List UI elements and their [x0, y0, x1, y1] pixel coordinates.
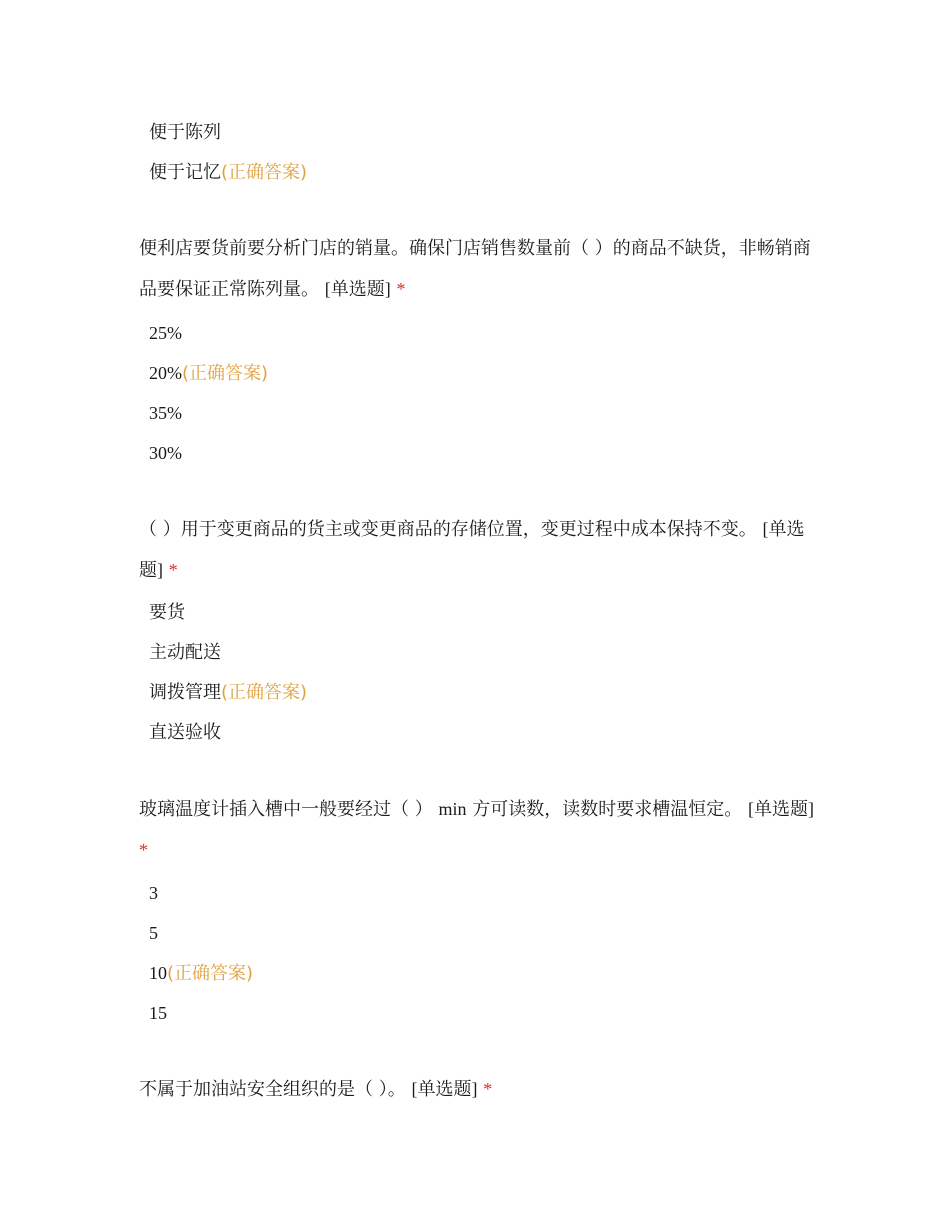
question-body: 玻璃温度计插入槽中一般要经过（ ）	[139, 799, 433, 820]
option-item	[149, 881, 158, 905]
option-item	[149, 401, 182, 425]
required-mark: *	[483, 1079, 493, 1099]
question-text	[139, 1069, 819, 1110]
question-body: （ ）用于变更商品的货主或变更商品的存储位置，变更过程中成本保持不变。	[139, 519, 757, 540]
option-text: 3	[149, 883, 158, 903]
option-item	[149, 161, 307, 185]
question-text	[139, 789, 819, 871]
question-body: 不属于加油站安全组织的是（ ）。	[139, 1079, 406, 1100]
option-text: 便于记忆	[149, 162, 221, 183]
correct-answer-mark: (正确答案)	[182, 363, 269, 384]
question-unit: min	[438, 799, 467, 819]
option-text: 35%	[149, 403, 182, 423]
option-item	[149, 681, 307, 705]
option-item	[149, 601, 185, 625]
option-text: 5	[149, 923, 158, 943]
option-text: 主动配送	[149, 642, 221, 663]
option-text: 25%	[149, 323, 182, 343]
correct-answer-mark: (正确答案)	[167, 963, 254, 984]
option-text: 直送验收	[149, 722, 221, 743]
question-text	[139, 509, 819, 591]
option-item	[149, 921, 158, 945]
required-mark: *	[396, 279, 406, 299]
option-item	[149, 1001, 167, 1025]
question-type-tag: [单选题]	[139, 519, 805, 580]
correct-answer-mark: (正确答案)	[221, 162, 308, 183]
option-item	[149, 361, 268, 386]
option-item	[149, 441, 182, 465]
question-body-continued: 方可读数，读数时要求槽温恒定。	[472, 799, 743, 820]
question-text	[139, 229, 819, 310]
option-text: 30%	[149, 443, 182, 463]
question-type-tag: [单选题]	[747, 799, 814, 819]
required-mark: *	[139, 840, 148, 860]
question-body: 便利店要货前要分析门店的销量。确保门店销售数量前（ ）的商品不缺货，非畅销商品要保证正常陈列量。	[139, 238, 811, 300]
option-text: 20%	[149, 363, 182, 383]
option-text: 10	[149, 963, 167, 983]
option-item	[149, 961, 253, 986]
option-text: 15	[149, 1003, 167, 1023]
question-type-tag: [单选题]	[324, 279, 391, 299]
option-text: 要货	[149, 602, 185, 623]
correct-answer-mark: (正确答案)	[221, 682, 308, 703]
option-item	[149, 721, 221, 745]
option-item	[149, 321, 182, 345]
required-mark: *	[168, 560, 178, 580]
option-item	[149, 121, 221, 145]
option-text: 便于陈列	[149, 122, 221, 143]
option-text: 调拨管理	[149, 682, 221, 703]
option-item	[149, 641, 221, 665]
question-type-tag: [单选题]	[411, 1079, 478, 1099]
